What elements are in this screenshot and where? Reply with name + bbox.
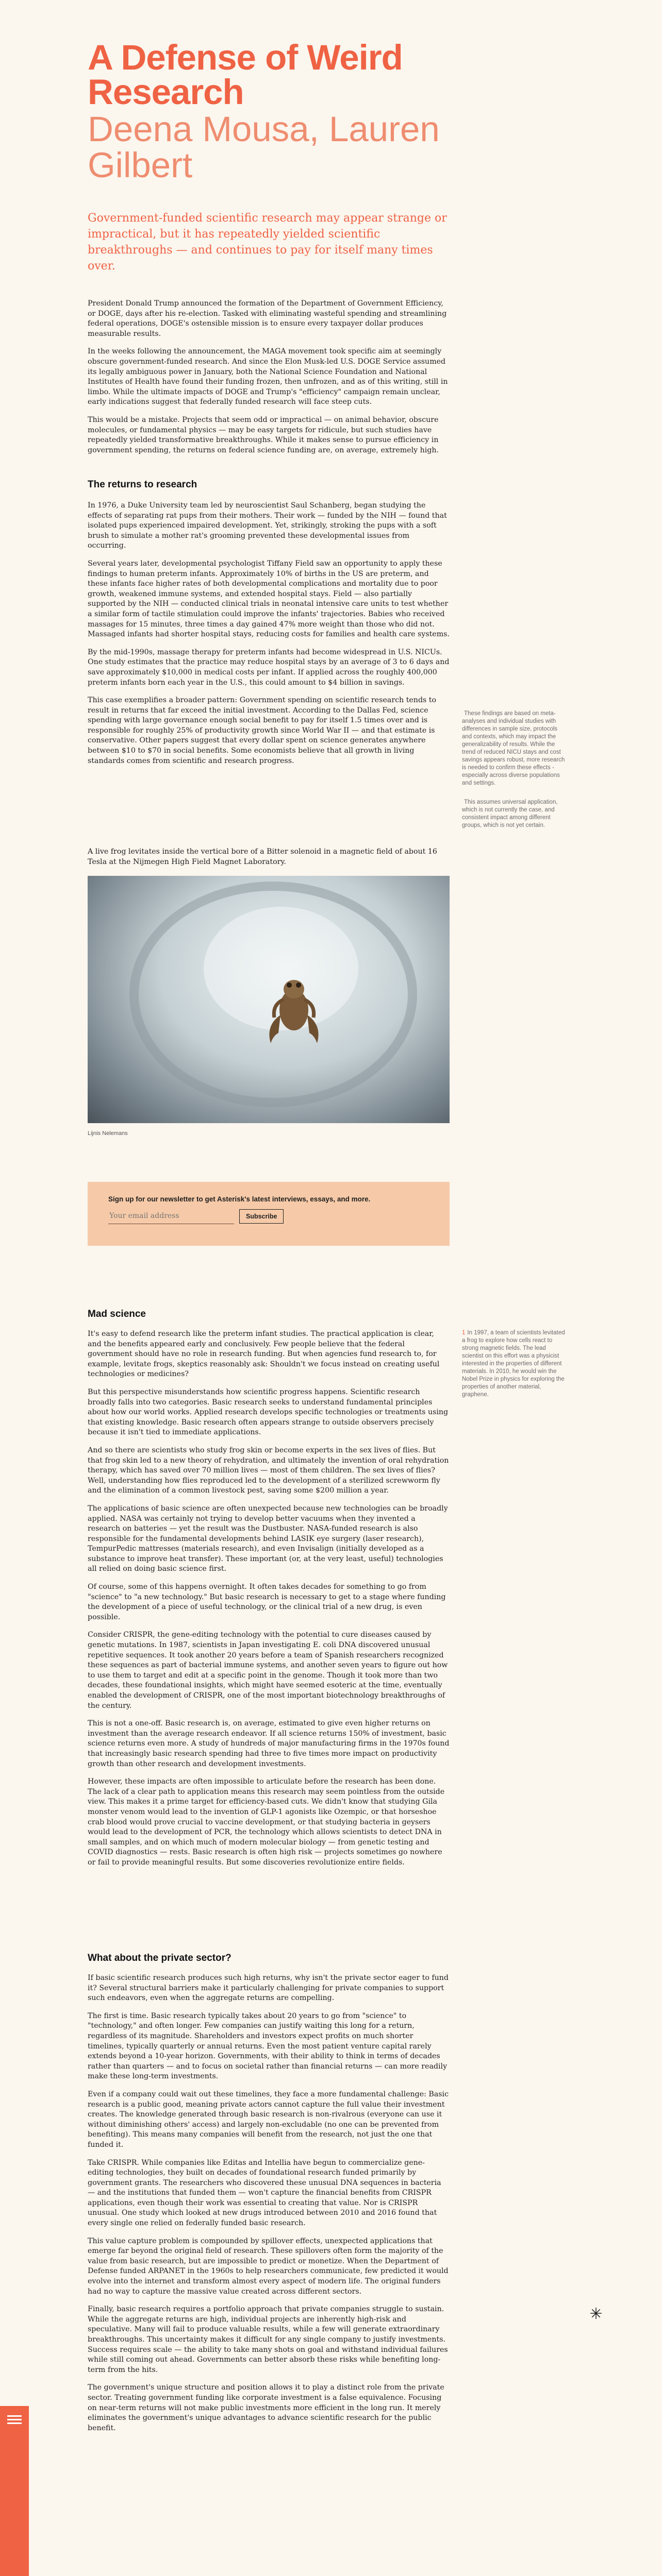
newsletter-label: Sign up for our newsletter to get Asterisk's latest interviews, essays, and more. <box>108 1195 371 1203</box>
body-paragraph: This value capture problem is compounded by spillover effects, unexpected applications that emerge far beyond the original field of research. These spillovers often form the majority of the value from basic research, but are impossible to predict or monetize. When the Department of Defense funded ARPANET in the 1960s to help researchers communicate, few predicted it would evolve into the internet and transform almost every aspect of modern life. The original funders had no way to capture the massive value created across different sectors. <box>88 2236 449 2296</box>
email-field[interactable] <box>108 1208 234 1224</box>
section-heading: The returns to research <box>88 479 197 490</box>
sidenote-text: These findings are based on meta-analyses and individual studies with differences in sample size, protocols and contexts, which may impact the generalizability of results. While the trend of reduced NICU stays and cost savings appears robust, more research is needed to confirm these effects - especially across diverse populations and settings. <box>462 710 565 786</box>
intro-paragraph: In the weeks following the announcement, the MAGA movement took specific aim at seemingly obscure government-funded research. And since the Elon Musk-led U.S. DOGE Service assumed its legally ambiguous power in January, both the National Science Foundation and National Institutes of Health have found their funding frozen, then unfrozen, and as of this writing, still in limbo. While the ultimate impacts of DOGE and Trump's "efficiency" campaign remain unclear, early indications suggest that federally funded research will face steep cuts. <box>88 347 448 406</box>
article-authors: Deena Mousa, Lauren Gilbert <box>88 109 440 185</box>
body-paragraph: In 1976, a Duke University team led by neuroscientist Saul Schanberg, began studying the effects of separating rat pups from their mothers. Their work — funded by the NIH — found that isolated pups experienced impaired development. Yet, strikingly, stroking the pups with a soft brush to simulate a mother rat's grooming prevented these developmental issues from occurring. <box>88 501 447 550</box>
body-paragraph: Consider CRISPR, the gene-editing technology with the potential to cure diseases caused by genetic mutations. In 1987, scientists in Japan investigating E. coli DNA discovered unusual repetitive sequences. It took another 20 years before a team of Spanish researchers recognized these sequences as part of bacterial immune systems, and another seven years to figure out how to use them to target and edit at a specific point in the genome. Though it took more than two decades, these foundational insights, which might have seemed esoteric at the time, eventually enabled the development of CRISPR, one of the most important biotechnology breakthroughs of the century. <box>88 1631 448 1710</box>
newsletter-signup <box>88 1182 450 1246</box>
sidenote <box>462 1329 565 1399</box>
sidenote <box>462 799 565 829</box>
intro-paragraph: This would be a mistake. Projects that seem odd or impractical — on animal behavior, obscure molecules, or fundamental physics — may be easy targets for ridicule, but such studies have repeatedly yielded transformative breakthroughs. While it makes sense to pursue efficiency in government spending, the returns on federal science funding are, on average, extremely high. <box>88 415 439 454</box>
body-paragraph: The government's unique structure and position allows it to play a distinct role from the private sector. Treating government funding like corporate investment is a false equivalence. Focusing on near-term returns will not make public investments more efficient in the long run. It merely eliminates the government's unique advantages to advance scientific research for the public benefit. <box>88 2383 444 2432</box>
body-paragraph: And so there are scientists who study frog skin or become experts in the sex lives of flies. But that frog skin led to a new theory of rehydration, and ultimately the invention of oral rehydration therapy, which has saved over 70 million lives — most of them children. The sex lives of flies? Well, understanding how flies reproduced led to the development of a sterilized screwworm fly and the elimination of a common livestock pest, saving some $200 million a year. <box>88 1446 449 1495</box>
returns-section <box>88 479 450 774</box>
body-paragraph: By the mid-1990s, massage therapy for preterm infants had become widespread in U.S. NICUs. One study estimates that the practice may reduce hospital stays by an average of 3 to 6 days and save approximately $10,000 in medical costs per infant. If applied across the roughly 400,000 preterm infants born each year in the U.S., this could amount to $4 billion in savings. <box>88 648 450 687</box>
body-paragraph: However, these impacts are often impossible to articulate before the research has been done. The lack of a clear path to application means this research may seem pointless from the outside view. This makes it a prime target for efficiency-based cuts. We didn't know that studying Gila monster venom would lead to the invention of GLP-1 agonists like Ozempic, or that horseshoe crab blood would prove crucial to vaccine development, or that studying bacteria in geysers would lead to the development of PCR, the technology which allows scientists to detect DNA in small samples, and on which much of modern molecular biology — from genetic testing and COVID diagnostics — rests. Basic research is often high risk — projects sometimes go nowhere or fail to provide meaningful results. But some discoveries revolutionize entire fields. <box>88 1777 445 1867</box>
body-paragraph: It's easy to defend research like the preterm infant studies. The practical application is clear, and the benefits appeared early and conclusively. Few people believe that the federal government should have no role in research funding. But when agencies fund research to, for example, levitate frogs, skeptics reasonably ask: Shouldn't we focus instead on creating useful technologies or medicines? <box>88 1330 440 1379</box>
mad-science-section <box>88 1309 450 1876</box>
body-paragraph: Even if a company could wait out these timelines, they face a more fundamental challenge: Basic research is a public good, meaning private actors cannot capture the full value their investment creates. The knowledge generated through basic research is non-rivalrous (everyone can use it without diminishing others' access) and largely non-excludable (no one can be prevented from benefiting). This means many companies will benefit from the research, not just the one that funded it. <box>88 2090 449 2149</box>
body-paragraph: The applications of basic science are often unexpected because new technologies can be broadly applied. NASA was certainly not trying to develop better vacuums when they invented a research on batteries — yet the result was the Dustbuster. NASA-funded research is also responsible for the fundamental developments behind LASIK eye surgery (laser research), TempurPedic mattresses (materials research), and even Invisalign (initially developed as a substance to improve heat transfer). These important (or, at the very least, useful) technologies all relied on doing basic science first. <box>88 1504 448 1573</box>
hamburger-menu-icon[interactable] <box>7 2413 22 2425</box>
private-sector-section <box>88 1953 450 2441</box>
body-paragraph: But this perspective misunderstands how scientific progress happens. Scientific research broadly falls into two categories. Basic research seeks to understand fundamental principles about how our world works. Applied research develops specific technologies or treatments using that existing knowledge. Basic research often appears strange to outside observers precisely because it isn't tied to immediate applications. <box>88 1387 449 1437</box>
sidenote <box>462 710 565 787</box>
subscribe-button[interactable]: Subscribe <box>239 1209 284 1224</box>
body-paragraph: If basic scientific research produces such high returns, why isn't the private sector eager to fund it? Several structural barriers make it particularly challenging for private companies to support such endeavors, even when the aggregate returns are compelling. <box>88 1974 449 2003</box>
sidenote-marker: 1 <box>462 1330 466 1336</box>
body-paragraph: Several years later, developmental psychologist Tiffany Field saw an opportunity to apply these findings to human preterm infants. Approximately 10% of births in the US are preterm, and these infants face higher rates of both developmental complications and mortality due to poor growth, weakened immune systems, and extended hospital stays. Field — also partially supported by the NIH — conducted clinical trials in neonatal intensive care units to test whether a similar form of tactile stimulation could improve the infants' trajectories. Babies who received massages for 15 minutes, three times a day gained 47% more weight than those who did not. Massaged infants had shorter hospital stays, reducing costs for families and health care systems. <box>88 559 450 639</box>
figure-caption: A live frog levitates inside the vertical bore of a Bitter solenoid in a magnetic field of about 16 Tesla at the Nijmegen High Field Magnet Laboratory. <box>88 848 437 866</box>
frog-illustration <box>88 876 450 1123</box>
photo-credit: Lijnis Nelemans <box>88 1130 128 1137</box>
asterisk-icon[interactable]: ✳ <box>589 2305 603 2323</box>
body-paragraph: This case exemplifies a broader pattern: Government spending on scientific research tends to result in returns that far exceed the initial investment. According to the Dallas Fed, science spending with large governance enough social benefit to pay for itself 1.5 times over and is responsible for roughly 25% of productivity growth since World War II — and that estimate is conservative. Other papers suggest that every dollar spent on science generates anywhere between $10 to $70 in social benefits. Some economists believe that all growth in living standards comes from scientific and research progress. <box>88 696 437 765</box>
sidenote-text: This assumes universal application, which is not currently the case, and consistent impact among different groups, which is not yet certain. <box>462 799 558 828</box>
article-title: A Defense of Weird Research <box>88 38 403 112</box>
body-paragraph: This is not a one-off. Basic research is, on average, estimated to give even higher returns on investment than the average research endeavor. If all science returns 150% of investment, basic science returns even more. A study of hundreds of major manufacturing firms in the 1970s found that increasingly basic research spending had three to five times more impact on productivity growth than other research and development investments. <box>88 1719 450 1768</box>
body-paragraph: Take CRISPR. While companies like Editas and Intellia have begun to commercialize gene-editing technologies, they built on decades of foundational research funded primarily by government grants. The researchers who discovered these unusual DNA sequences in bacteria — and the institutions that funded them — won't capture the financial benefits from CRISPR applications, even though their work was essential to creating that value. Nor is CRISPR unusual. One study which looked at new drugs introduced between 2010 and 2016 found that every single one relied on federally funded basic research. <box>88 2158 441 2228</box>
body-paragraph: Finally, basic research requires a portfolio approach that private companies struggle to sustain. While the aggregate returns are high, individual projects are inherently high-risk and speculative. Many will fail to produce valuable results, while a few will generate extraordinary breakthroughs. This uncertainty makes it difficult for any single company to justify investments. Success requires scale — the ability to take many shots on goal and withstand individual failures while still coming out ahead. Governments can better absorb these risks while benefiting long-term from the hits. <box>88 2305 448 2374</box>
side-menu-tab[interactable] <box>0 2406 29 2576</box>
body-paragraph: The first is time. Basic research typically takes about 20 years to go from "science" to "technology," and often longer. Few companies can justify waiting this long for a return, regardless of its magnitude. Shareholders and investors expect profits on much shorter timelines, typically quarterly or annual returns. Even the most patient venture capital rarely extends beyond a 10-year horizon. Governments, with their ability to think in terms of decades rather than quarters — and to focus on societal rather than financial returns — can more readily make these long-term investments. <box>88 2011 448 2081</box>
body-paragraph: Of course, some of this happens overnight. It often takes decades for something to go from "science" to "a new technology." But basic research is necessary to get to a stage where funding the development of a piece of useful technology, or the clinical trial of a new drug, is even possible. <box>88 1583 446 1621</box>
newsletter-form <box>108 1208 429 1224</box>
section-heading: Mad science <box>88 1309 146 1319</box>
section-heading: What about the private sector? <box>88 1953 231 1963</box>
levitating-frog-photo <box>88 876 450 1123</box>
intro-section <box>88 299 450 463</box>
intro-paragraph: President Donald Trump announced the formation of the Department of Government Efficiency, or DOGE, days after his re-election. Tasked with eliminating wasteful spending and streamlining federal operations, DOGE's ostensible mission is to ensure every taxpayer dollar produces measurable results. <box>88 299 447 338</box>
sidenote-text: In 1997, a team of scientists levitated a frog to explore how cells react to strong magnetic fields. The lead scientist on this effort was a physicist interested in the properties of different materials. In 2010, he would win the Nobel Prize in physics for exploring the properties of another material, graphene. <box>462 1330 565 1398</box>
article-standfirst: Government-funded scientific research may appear strange or impractical, but it has repeatedly yielded scientific breakthroughs — and continues to pay for itself many times over. <box>88 212 447 273</box>
